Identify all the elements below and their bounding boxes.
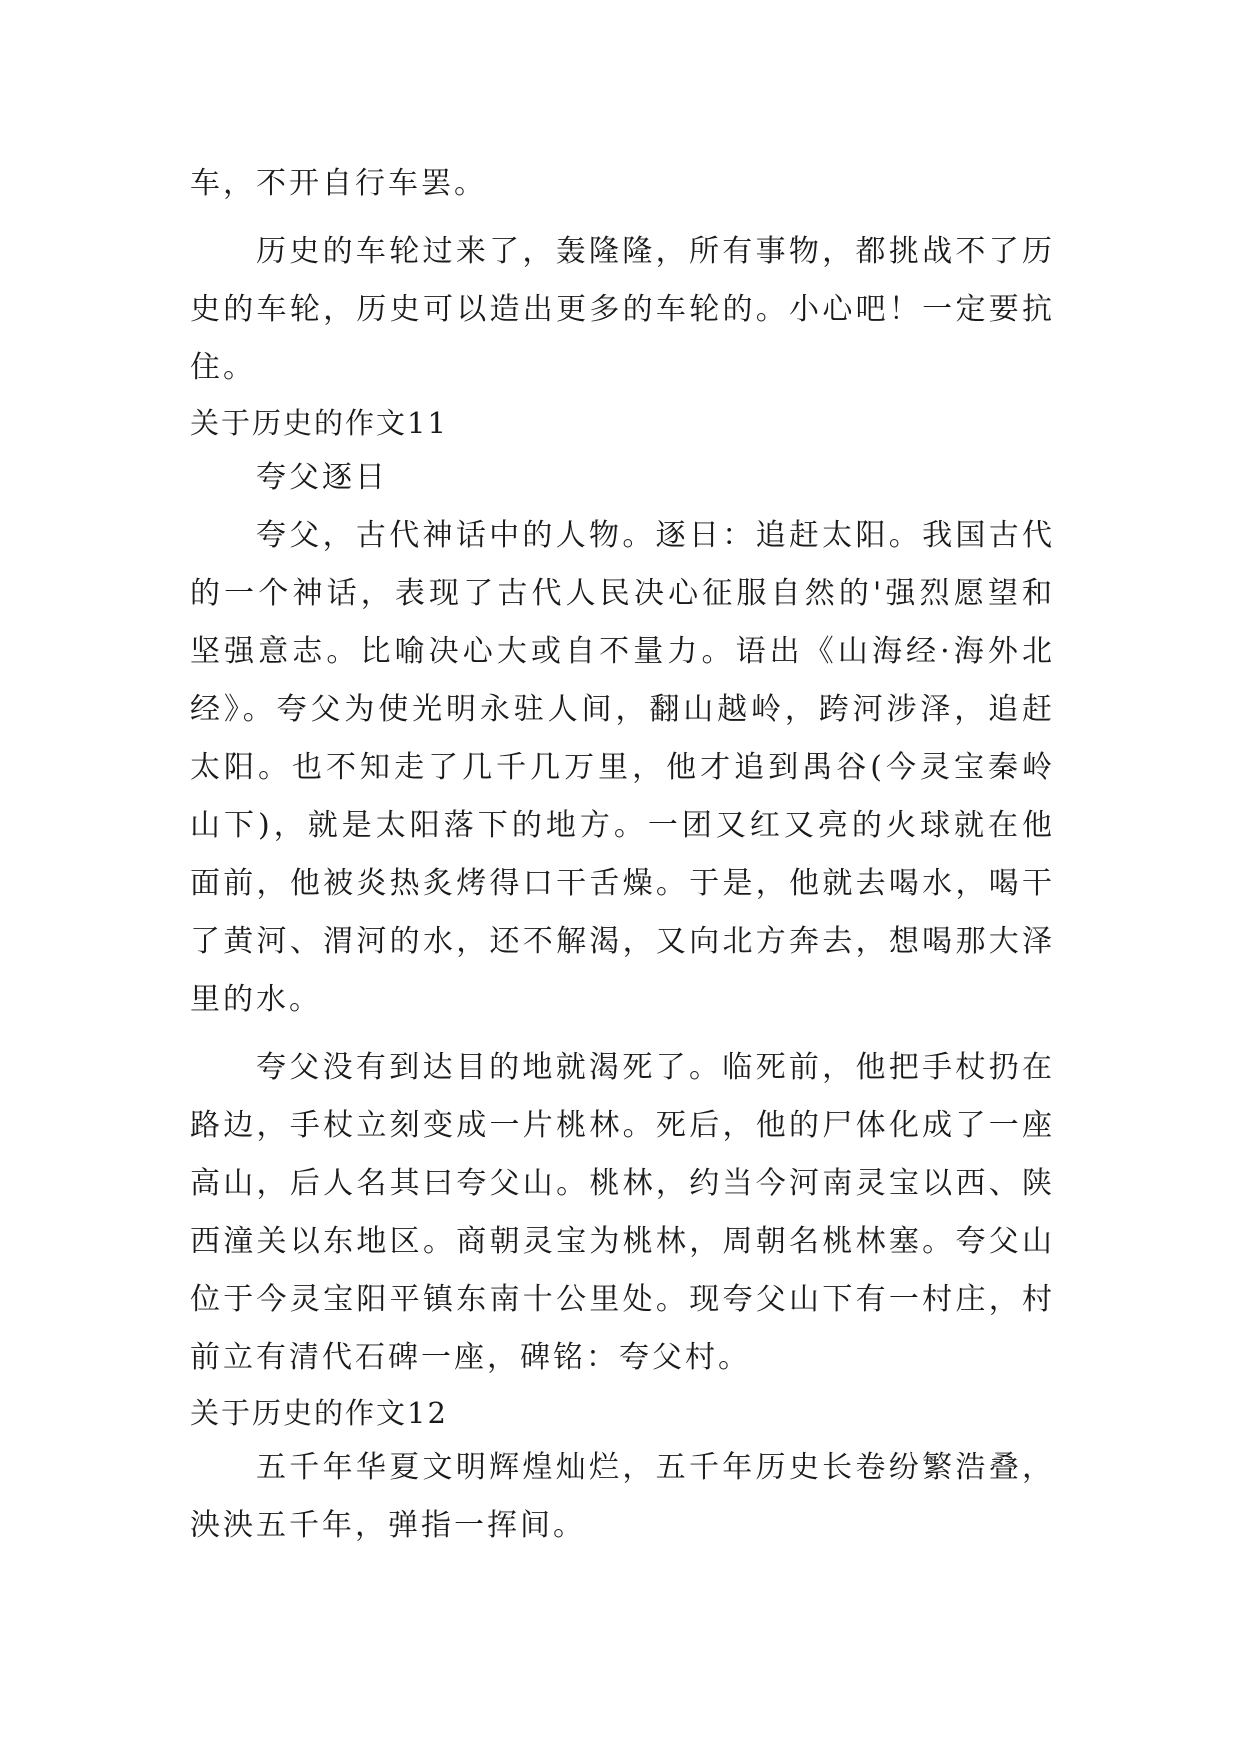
paragraph-continuation: 车，不开自行车罢。 [190,166,487,201]
essay-heading-12: 关于历史的作文12 [190,1396,448,1430]
document-page [190,155,1055,1555]
paragraph-kuafu-death: 夸父没有到达目的地就渴死了。临死前，他把手杖扔在路边，手杖立刻变成一片桃林。死后，他的尸体化成了一座高山，后人名其曰夸父山。桃林，约当今河南灵宝以西、陕西潼关以东地区。商朝灵宝为桃林，周朝名桃林塞。夸父山位于今灵宝阳平镇东南十公里处。现夸父山下有一村庄，村前立有清代石碑一座，碑铭：夸父村。 [190,1050,1055,1375]
paragraph-five-thousand-years: 五千年华夏文明辉煌灿烂，五千年历史长卷纷繁浩叠，泱泱五千年，弹指一挥间。 [190,1450,1055,1543]
essay-title-kuafu: 夸父逐日 [256,460,388,495]
paragraph-history-wheel: 历史的车轮过来了，轰隆隆，所有事物，都挑战不了历史的车轮，历史可以造出更多的车轮的。小心吧！一定要抗住。 [190,234,1055,385]
paragraph-kuafu-intro: 夸父，古代神话中的人物。逐日：追赶太阳。我国古代的一个神话，表现了古代人民决心征服自然的'强烈愿望和坚强意志。比喻决心大或自不量力。语出《山海经·海外北经》。夸父为使光明永驻人间，翻山越岭，跨河涉泽，追赶太阳。也不知走了几千几万里，他才追到禺谷(今灵宝秦岭山下)，就是太阳落下的地方。一团又红又亮的火球就在他面前，他被炎热炙烤得口干舌燥。于是，他就去喝水，喝干了黄河、渭河的水，还不解渴，又向北方奔去，想喝那大泽里的水。 [190,518,1055,1017]
essay-heading-11: 关于历史的作文11 [190,406,448,440]
